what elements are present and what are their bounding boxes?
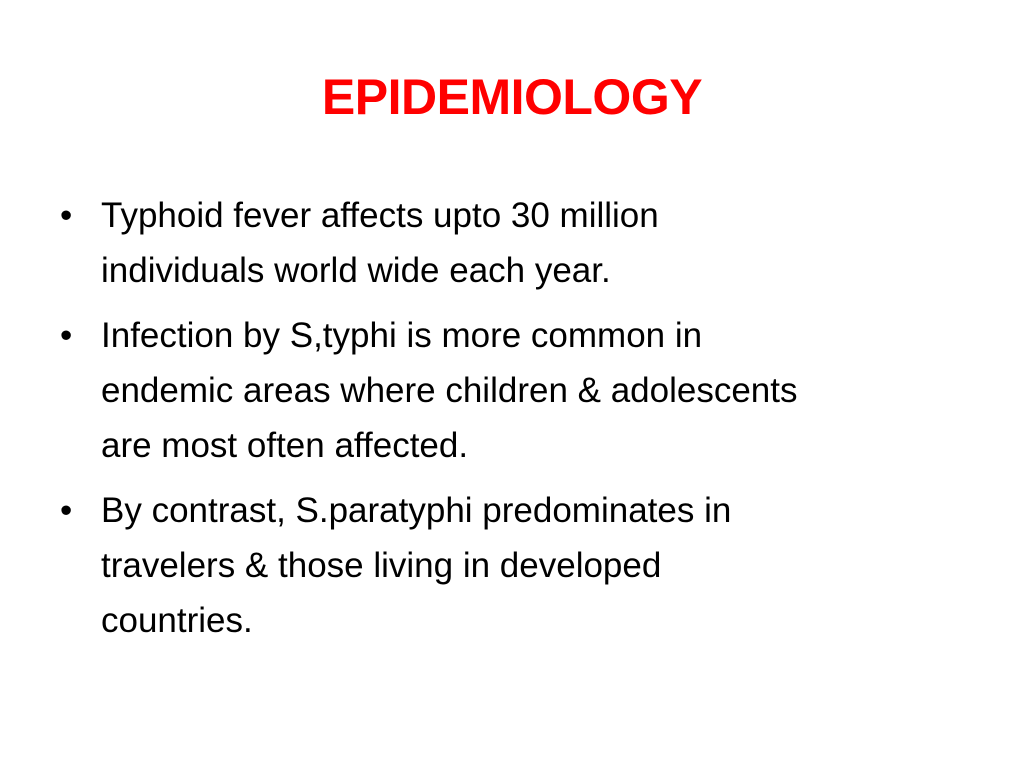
bullet-line: countries. (101, 601, 253, 640)
slide-title: EPIDEMIOLOGY (321, 69, 703, 125)
bullet-list (55, 188, 955, 658)
bullet-line: individuals world wide each year. (101, 251, 611, 290)
bullet-icon: • (60, 316, 73, 355)
bullet-item (55, 483, 955, 648)
bullet-item (55, 188, 955, 298)
bullet-line: Typhoid fever affects upto 30 million (101, 196, 659, 235)
bullet-line: endemic areas where children & adolescents (101, 371, 798, 410)
bullet-item (55, 308, 955, 473)
bullet-line: travelers & those living in developed (101, 546, 662, 585)
bullet-line: are most often affected. (101, 426, 469, 465)
bullet-line: Infection by S,typhi is more common in (101, 316, 703, 355)
bullet-icon: • (60, 491, 73, 530)
bullet-icon: • (60, 196, 73, 235)
bullet-line: By contrast, S.paratyphi predominates in (101, 491, 732, 530)
